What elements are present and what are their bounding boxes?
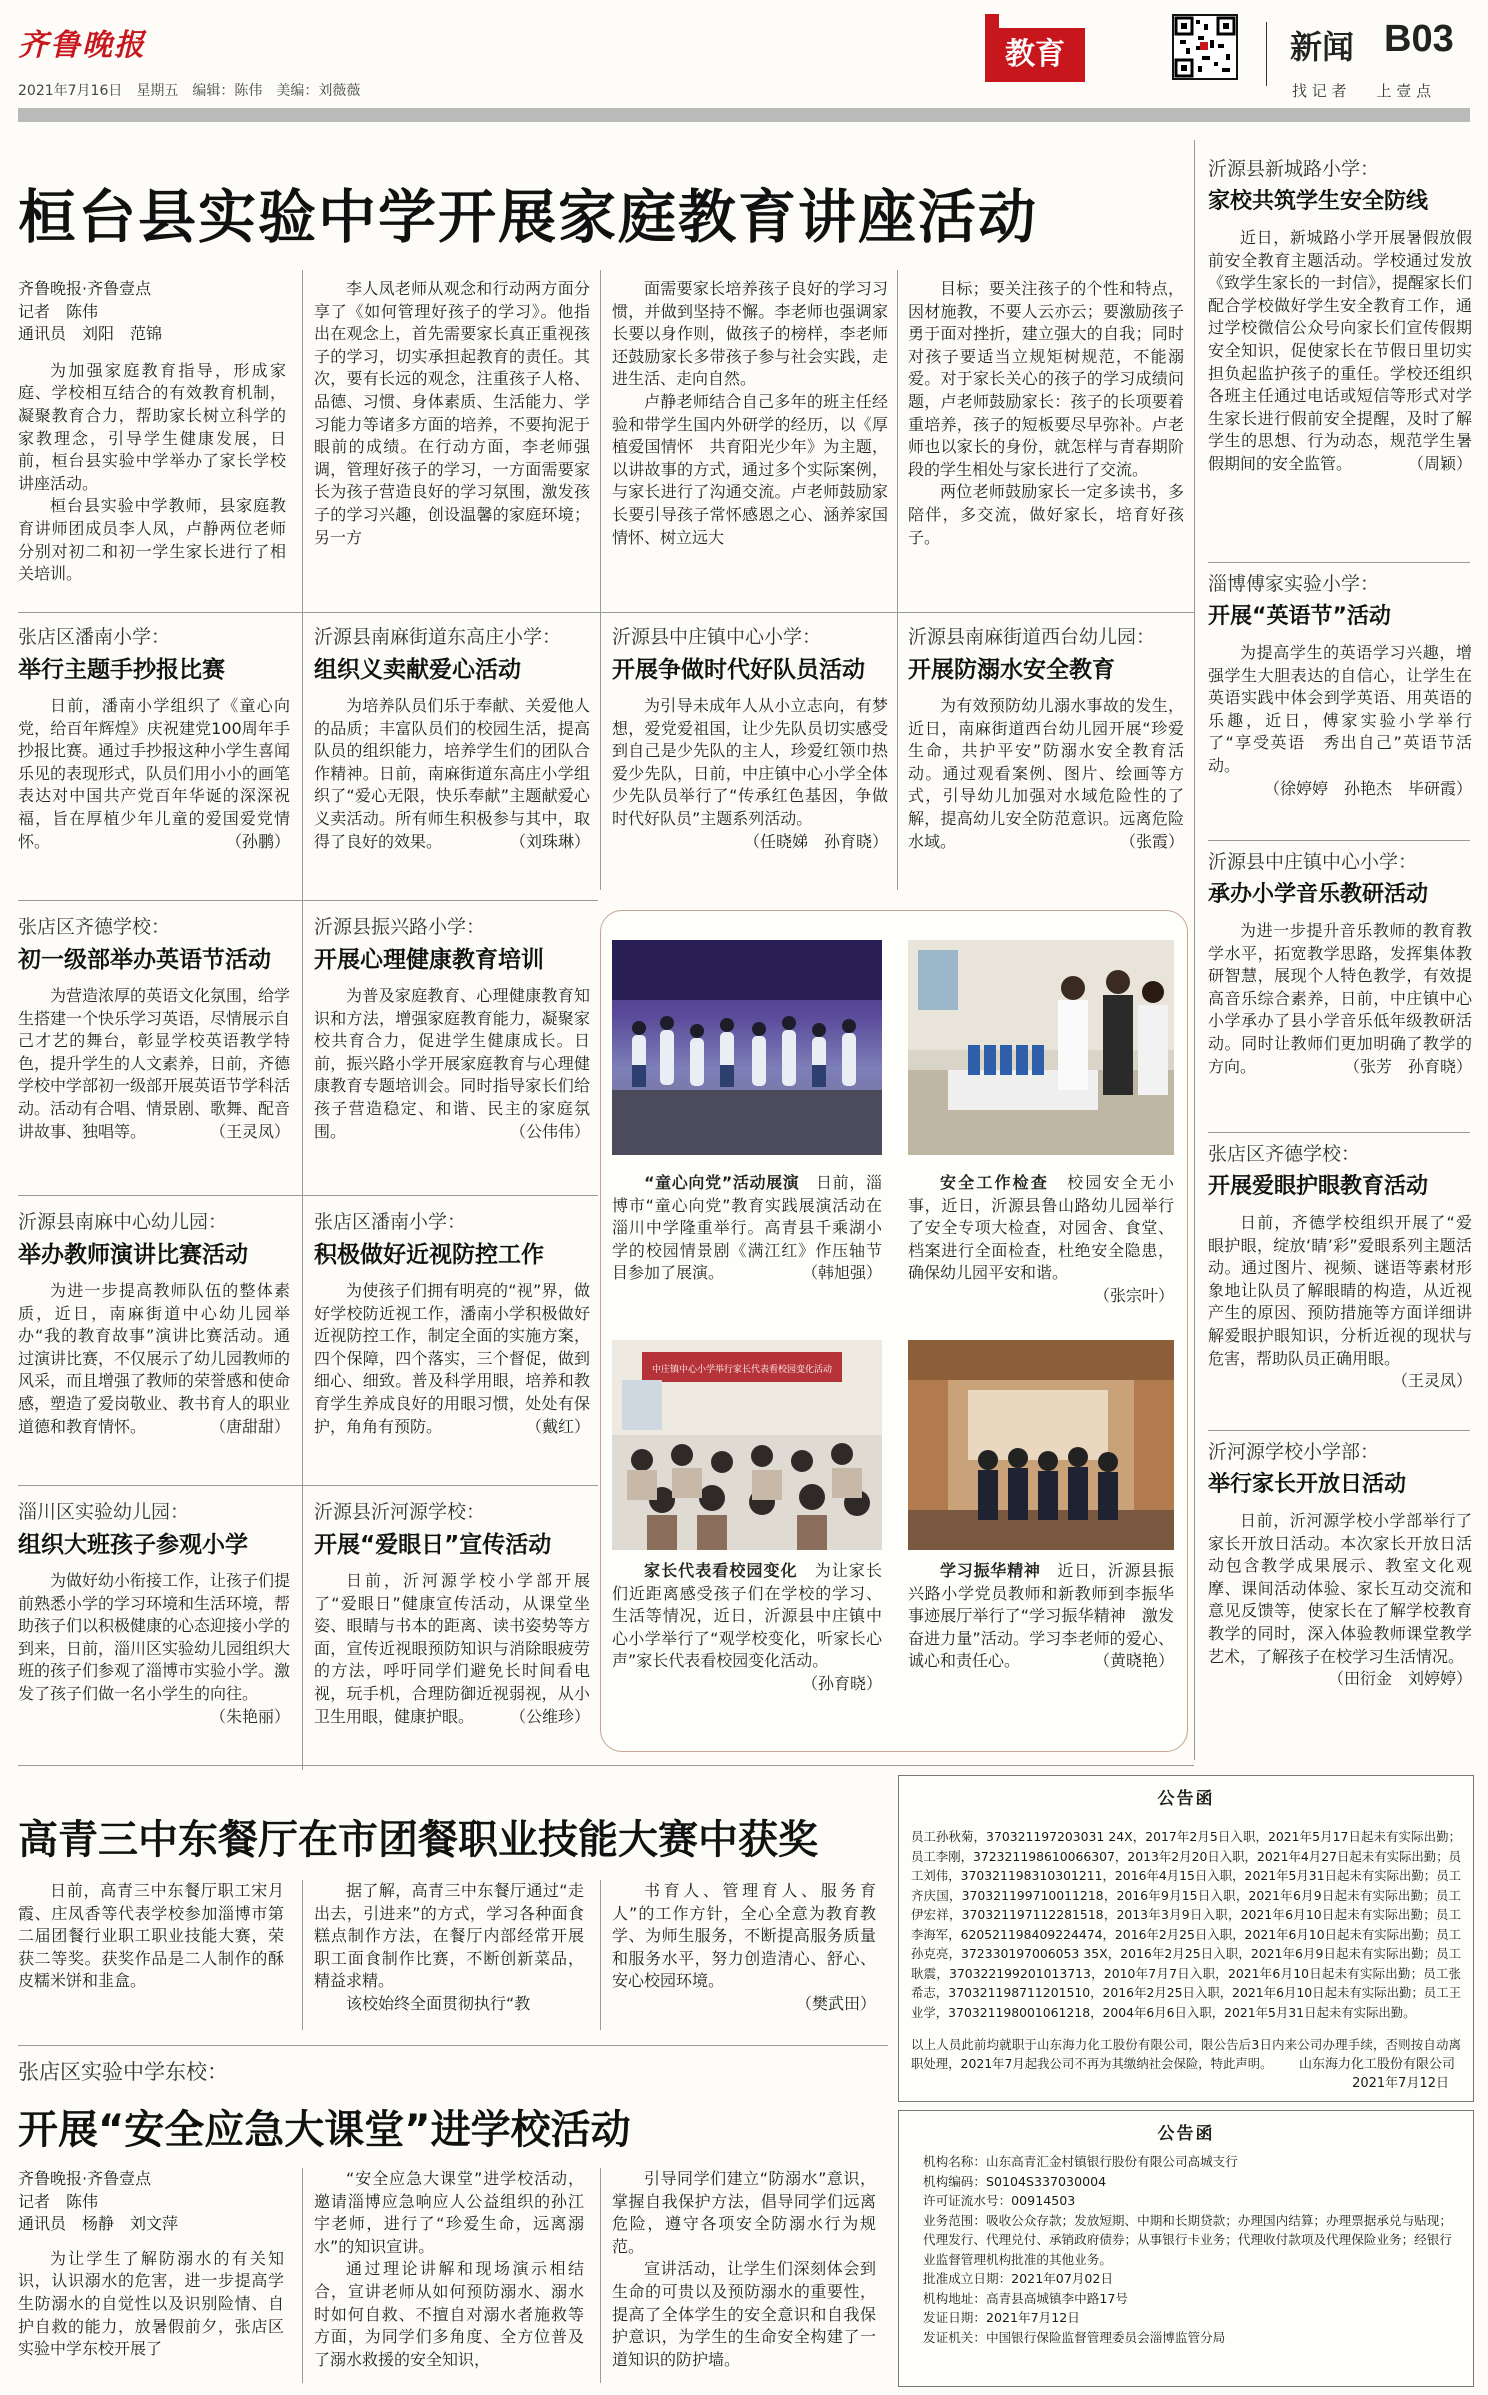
byline-reporter: 记者 陈伟 (18, 2191, 99, 2211)
notice-date: 2021年7月12日 (1352, 2076, 1449, 2091)
section-rule (18, 2045, 888, 2046)
photo-caption-stage: “童心向党”活动展演 日前，淄博市“童心向党”教育实践展演活动在淄川中学隆重举行。高青县千乘湖小学的校园情景剧《满江红》作压轴节目参加了展演。 （韩旭强） (612, 1173, 882, 1283)
story-zhongzhuang-pioneers (612, 625, 888, 877)
story-zhenxing-psychology (314, 915, 590, 1170)
photo-exhibition-hall (908, 1340, 1174, 1550)
story-text: 为做好幼小衔接工作，让孩子们提前熟悉小学的学习环境和生活环境，帮助孩子们以积极健康的心态迎接小学的到来，日前，淄川区实验幼儿园组织大班的孩子们参观了淄博市实验小学。激发了孩子们做一名小学生的向往。 （朱艳丽） (18, 1571, 291, 1726)
section-rule (1208, 840, 1470, 841)
safety-text-3 (612, 2168, 876, 2383)
notice-line: 发证日期：2021年7月12日 (923, 2310, 1080, 2325)
story-title: 承办小学音乐教研活动 (1208, 882, 1429, 907)
safety-text-2 (314, 2168, 584, 2383)
story-title: 开展“爱眼日”宣传活动 (314, 1532, 552, 1558)
notice-line: 机构地址：高青县高城镇李中路17号 (923, 2290, 1128, 2306)
story-location: 沂河源学校小学部： (1208, 1441, 1380, 1463)
photo-caption-parents: 家长代表看校园变化 为让家长们近距离感受孩子们在学校的学习、生活等情况，近日，沂源县中庄镇中心小学举行了“观学校变化，听家长心声”家长代表看校园变化活动。 （孙育晓） (612, 1561, 882, 1693)
story-text: 日前，齐德学校组织开展了“爱眼护眼，绽放‘睛’彩”爱眼系列主题活动。通过图片、视频、谜语等素材形象地让队员了解眼睛的构造，从近视产生的原因、预防措施等方面详细讲解爱眼护眼知识，分析近视的现状与危害，帮助队员正确用眼。 （王灵凤） (1208, 1213, 1472, 1391)
section-tag-corner (985, 14, 999, 28)
lead-text-4 (908, 278, 1184, 598)
notice-line: 业务范围：吸收公众存款；发放短期、中期和长期贷款；办理国内结算；办理票据承兑与贴现；代理发行、代理兑付、承销政府债券；从事银行卡业务；代理收付款项及代理保险业务；经银行业监督管理机构批准的其他业务。 (923, 2212, 1452, 2267)
story-location: 沂源县中庄镇中心小学： (612, 626, 822, 648)
paragraph: 卢静老师结合自己多年的班主任经验和带学生国内外研学的经历，以《厚植爱国情怀 共育阳光少年》为主题，以讲故事的方式，通过多个实际案例，与家长进行了沟通交流。卢老师鼓励家长要引导孩子常怀感恩之心、涵养家国情怀、树立远大 (612, 391, 888, 547)
story-qide-english (18, 915, 290, 1170)
story-location: 沂源县新城路小学： (1208, 158, 1380, 180)
section-tag: 教育 (985, 28, 1085, 82)
column-rule (600, 270, 601, 890)
notice-line: 发证机关：中国银行保险监督管理委员会淄博监管分局 (923, 2329, 1226, 2345)
byline-reporter: 记者 陈伟 (18, 301, 99, 321)
paragraph: 宣讲活动，让学生们深刻体会到生命的可贵以及预防溺水的重要性，提高了全体学生的安全意识和自我保护意识，为学生的生命安全构建了一道知识的防护墙。 (612, 2259, 876, 2369)
story-location: 张店区潘南小学： (18, 626, 171, 648)
story-location: 沂源县振兴路小学： (314, 916, 486, 938)
lead-col-1 (18, 278, 286, 590)
masthead-slogan: 找 记 者 上 壹 点 (1292, 82, 1432, 100)
paragraph: 面需要家长培养孩子良好的学习习惯，并做到坚持不懈。李老师也强调家长要以身作则，做孩子的榜样，李老师还鼓励家长多带孩子参与社会实践，走进生活、走向自然。 (612, 279, 888, 389)
paragraph: 为加强家庭教育指导，形成家庭、学校相互结合的有效教育机制，凝聚教育合力，帮助家长树立科学的家教理念，引导学生健康发展，日前，桓台县实验中学举办了家长学校讲座活动。 (18, 360, 286, 493)
page-label: 新闻 (1290, 28, 1355, 66)
section-rule (1208, 562, 1470, 563)
page-number: B03 (1384, 18, 1454, 60)
photo-caption-study: 学习振华精神 近日，沂源县振兴路小学党员教师和新教师到李振华事迹展厅举行了“学习振华精神 激发奋进力量”活动。学习李老师的爱心、诚心和责任心。 （黄晓艳） (908, 1561, 1174, 1671)
story-zichuan-visit (18, 1500, 290, 1755)
photo-caption-title: 安全工作检查 (940, 1173, 1049, 1192)
banner-photo-text: 中庄镇中心小学举行家长代表看校园变化活动 (651, 1365, 833, 1375)
story-text: 为引导未成年人从小立志向，有梦想，爱党爱祖国，让少先队员切实感受到自己是少先队的主人，珍爱红领巾热爱少先队，日前，中庄镇中心小学全体少先队员举行了“传承红色基因，争做时代好队员”主题系列活动。 （任晓娣 孙育晓） (612, 696, 888, 851)
story-title: 举行家长开放日活动 (1208, 1472, 1407, 1497)
lead-text-3 (612, 278, 888, 598)
notice-line: 机构编码：S0104S337030004 (923, 2173, 1107, 2189)
byline-correspondent: 通讯员 刘阳 范锦 (18, 324, 163, 344)
photo-caption-inspection: 安全工作检查 校园安全无小事，近日，沂源县鲁山路幼儿园举行了安全专项大检查，对园舍、食堂、档案进行全面检查，杜绝安全隐患，确保幼儿园平安和谐。 （张宗叶） (908, 1173, 1174, 1305)
gaoqing-headline: 高青三中东餐厅在市团餐职业技能大赛中获奖 (18, 1817, 818, 1863)
byline-correspondent: 通讯员 杨静 刘文萍 (18, 2214, 179, 2234)
column-rule (600, 2168, 601, 2383)
notice-body (899, 2144, 1473, 2347)
story-text: 为提高学生的英语学习兴趣，增强学生大胆表达的自信心，让学生在英语实践中体会到学英语、用英语的乐趣，近日，傅家实验小学举行了“享受英语 秀出自己”英语节活动。 （徐婷婷 孙艳杰 毕研霞） (1208, 643, 1472, 798)
safety-location: 张店区实验中学东校： (18, 2060, 228, 2084)
section-rule (18, 612, 1194, 613)
section-rule (18, 1195, 598, 1196)
paragraph: 日前，高青三中东餐厅职工宋月霞、庄凤香等代表学校参加淄博市第二届团餐行业职工职业技能大赛，荣获二等奖。获奖作品是二人制作的酥皮糯米饼和韭盒。 (18, 1881, 284, 1991)
story-text: 为营造浓厚的英语文化氛围，给学生搭建一个快乐学习英语，尽情展示自己才艺的舞台，彰显学校英语教学特色，提升学生的人文素养，日前，齐德学校中学部初一级部开展英语节学科活动。活动有合唱、情景剧、歌舞、配音讲故事、独唱等。 （王灵凤） (18, 986, 291, 1141)
story-text: 近日，新城路小学开展暑假放假前安全教育主题活动。学校通过发放《致学生家长的一封信》，提醒家长们配合学校做好学生安全教育工作，通过学校微信公众号向家长们宣传假期安全知识，促使家长在节假日里切实担负起监护孩子的重任。学校还组织各班主任通过电话或短信等形式对学生家长进行假前安全提醒，及时了解学生的思想、行为动态，规范学生暑假期间的安全监管。 （周颖） (1208, 228, 1473, 473)
column-rule (1194, 140, 1195, 1760)
notice-box-bank (898, 2110, 1474, 2387)
story-location: 沂源县沂河源学校： (314, 1501, 486, 1523)
paragraph: 引导同学们建立“防溺水”意识，掌握自我保护方法，倡导同学们远离危险，遵守各项安全防溺水行为规范。 (612, 2169, 876, 2256)
notice-title: 公告函 (1157, 1789, 1215, 1809)
safety-col-1 (18, 2168, 284, 2378)
paragraph: 为让学生了解防溺水的有关知识，认识溺水的危害，进一步提高学生防溺水的自觉性以及识别险情、自护自救的能力，放暑假前夕，张店区实验中学东校开展了 (18, 2248, 284, 2359)
story-location: 张店区潘南小学： (314, 1211, 467, 1233)
paragraph: 该校始终全面贯彻执行“教 (346, 1993, 531, 2013)
story-title: 开展防溺水安全教育 (908, 657, 1115, 683)
story-location: 张店区齐德学校： (18, 916, 171, 938)
section-rule (1208, 1430, 1470, 1431)
notice-signer: 山东海力化工股份有限公司 (1298, 2057, 1455, 2072)
right-story-music (1208, 850, 1472, 1126)
qr-code-icon (1172, 14, 1238, 80)
gaoqing-text-3: 书育人、管理育人、服务育人”的工作方针，全心全意为教育教学、为师生服务，不断提高服务质量和服务水平，努力创造清心、舒心、安心校园环境。 （樊武田） (612, 1880, 876, 2030)
story-panan-handcopy (18, 625, 290, 877)
column-rule (302, 1880, 303, 2030)
story-yiheyuan-eye-day (314, 1500, 590, 1755)
safety-headline: 开展“安全应急大课堂”进学校活动 (18, 2107, 631, 2153)
story-location: 沂源县南麻街道西台幼儿园： (908, 626, 1156, 648)
story-title: 开展争做时代好队员活动 (612, 657, 865, 683)
story-location: 淄川区实验幼儿园： (18, 1501, 190, 1523)
story-title: 组织大班孩子参观小学 (18, 1532, 248, 1558)
masthead-logo: 齐鲁晚报 (18, 28, 146, 63)
story-text: 为普及家庭教育、心理健康教育知识和方法，增强家庭教育能力，凝聚家校共育合力，促进学生健康成长。日前，振兴路小学开展家庭教育与心理健康教育专题培训会。同时指导家长们给孩子营造稳定、和谐、民主的家庭氛围。 （公伟伟） (314, 986, 590, 1141)
section-rule (18, 900, 598, 901)
story-xitai-drowning (908, 625, 1184, 877)
photo-caption-title: 家长代表看校园变化 (644, 1561, 798, 1580)
story-location: 张店区齐德学校： (1208, 1143, 1361, 1165)
story-title: 开展爱眼护眼教育活动 (1208, 1174, 1429, 1199)
notice-box-employees (898, 1775, 1474, 2102)
photo-stage-performance (612, 940, 882, 1155)
lead-text-2 (314, 278, 590, 598)
paragraph: “安全应急大课堂”进学校活动，邀请淄博应急响应人公益组织的孙江宇老师，进行了“珍爱生命，远离溺水”的知识宣讲。 (314, 2169, 584, 2256)
story-title: 积极做好近视防控工作 (314, 1242, 544, 1268)
notice-line: 机构名称：山东高青汇金村镇银行股份有限公司高城支行 (923, 2154, 1238, 2169)
column-rule (897, 270, 898, 890)
story-title: 举办教师演讲比赛活动 (18, 1242, 248, 1268)
paragraph: 目标；要关注孩子的个性和特点，因材施教，不要人云亦云；要激励孩子勇于面对挫折，建立强大的自我；同时对孩子要适当立规矩树规范，不能溺爱。对于家长关心的孩子的学习成绩问题，卢老师鼓励家长：孩子的长项要着重培养，孩子的短板要尽早弥补。卢老师也以家长的身份，就怎样与青春期阶段的学生相处与家长进行了交流。 (908, 279, 1184, 479)
story-title: 初一级部举办英语节活动 (18, 947, 271, 973)
paragraph: 通过理论讲解和现场演示相结合，宣讲老师从如何预防溺水、溺水时如何自救、不擅自对溺水者施救等方面，为同学们多角度、全方位普及了溺水救援的安全知识， (314, 2259, 584, 2369)
story-location: 沂源县南麻中心幼儿园： (18, 1211, 228, 1233)
paragraph: 桓台县实验中学教师，县家庭教育讲师团成员李人凤，卢静两位老师分别对初二和初一学生家长进行了相关培训。 (18, 496, 286, 584)
section-rule (1208, 1132, 1470, 1133)
column-rule (302, 2168, 303, 2383)
notice-body (899, 1809, 1473, 2072)
story-panan-myopia (314, 1210, 590, 1465)
masthead-date-line: 2021年7月16日 星期五 编辑：陈伟 美编：刘薇薇 (18, 83, 361, 99)
byline-source: 齐鲁晚报·齐鲁壹点 (18, 2169, 152, 2188)
right-story-openday (1208, 1440, 1472, 1726)
story-nanma-speech (18, 1210, 290, 1465)
story-text: 日前，沂河源学校小学部举行了家长开放日活动。本次家长开放日活动包含教学成果展示、教室文化观摩、课间活动体验、家长互动交流和意见反馈等，使家长在了解学校教育教学的同时，深入体验教师课堂教学艺术，了解孩子在校学习生活情况。 （田衍金 刘婷婷） (1208, 1511, 1472, 1689)
story-text: 为使孩子们拥有明亮的“视”界，做好学校防近视工作，潘南小学积极做好近视防控工作，制定全面的实施方案，四个保障，四个落实，三个督促，做到细心、细致。普及科学用眼，培养和教育学生养成良好的用眼习惯，处处有保护，角角有预防。 （戴红） (314, 1281, 590, 1436)
byline-source: 齐鲁晚报·齐鲁壹点 (18, 279, 152, 298)
gaoqing-sign: （樊武田） (795, 1993, 876, 2013)
gaoqing-text-2 (314, 1880, 584, 2030)
notice-line: 许可证流水号：00914503 (923, 2193, 1076, 2208)
lead-headline: 桓台县实验中学开展家庭教育讲座活动 (18, 183, 1039, 251)
lead-text-1 (18, 360, 286, 590)
paragraph: 以上人员此前均就职于山东海力化工股份有限公司，限公告后3日内来公司办理手续，否则按自动离职处理，2021年7月起我公司不再为其缴纳社会保险，特此声明。 (911, 2036, 1461, 2072)
story-location: 淄博傅家实验小学： (1208, 573, 1380, 595)
right-story-eyecare (1208, 1142, 1472, 1418)
photo-safety-inspection (908, 940, 1174, 1155)
photo-parents-classroom (612, 1340, 882, 1550)
notice-title: 公告函 (1157, 2124, 1215, 2144)
right-story-fujia (1208, 572, 1472, 824)
section-rule (18, 1765, 1194, 1766)
right-story-xincheng (1208, 157, 1472, 545)
story-title: 组织义卖献爱心活动 (314, 657, 521, 683)
story-title: 家校共筑学生安全防线 (1208, 189, 1429, 214)
story-text: 为进一步提高教师队伍的整体素质，近日，南麻街道中心幼儿园举办“我的教育故事”演讲比赛活动。通过演讲比赛，不仅展示了幼儿园教师的风采，而且增强了教师的荣誉感和使命感，塑造了爱岗敬业、教书育人的职业道德和教育情怀。 （唐甜甜） (18, 1281, 291, 1436)
gaoqing-text-1 (18, 1880, 284, 2030)
story-location: 沂源县中庄镇中心小学： (1208, 851, 1418, 873)
safety-text-1 (18, 2248, 284, 2378)
photo-caption-title: “童心向党”活动展演 (644, 1173, 800, 1192)
paragraph: 据了解，高青三中东餐厅通过“走出去，引进来”的方式，学习各种面食糕点制作方法，在餐厅内部经常开展职工面食制作比赛，不断创新菜品，精益求精。 (314, 1881, 584, 1991)
photo-caption-title: 学习振华精神 (940, 1561, 1041, 1580)
story-text: 为培养队员们乐于奉献、关爱他人的品质；丰富队员们的校园生活，提高队员的组织能力，培养学生们的团队合作精神。日前，南麻街道东高庄小学组织了“爱心无限，快乐奉献”主题献爱心义卖活动。所有师生积极参与其中，取得了良好的效果。 （刘珠琳） (314, 696, 590, 851)
story-text: 为进一步提升音乐教师的教育教学水平，拓宽教学思路，发挥集体教研智慧，展现个人特色教学，有效提高音乐综合素养，日前，中庄镇中心小学承办了县小学音乐低年级教研活动。同时让教师们更加明确了教学的方向。 （张芳 孙育晓） (1208, 921, 1472, 1076)
story-title: 开展心理健康教育培训 (314, 947, 544, 973)
story-text: 日前，沂河源学校小学部开展了“爱眼日”健康宣传活动，从课堂坐姿、眼睛与书本的距离、读书姿势等方面，宣传近视眼预防知识与消除眼疲劳的方法，呼吁同学们避免长时间看电视，玩手机，合理防御近视弱视，从小卫生用眼，健康护眼。 （公维珍） (314, 1571, 590, 1726)
paragraph: 李人凤老师从观念和行动两方面分享了《如何管理好孩子的学习》。他指出在观念上，首先需要家长真正重视孩子的学习，切实承担起教育的责任。其次，要有长远的观念，注重孩子人格、品德、习惯、身体素质、生活能力、学习能力等诸多方面的培养，不要拘泥于眼前的成绩。在行动方面，李老师强调，管理好孩子的学习，一方面需要家长为孩子营造良好的学习氛围，激发孩子的学习兴趣，创设温馨的家庭环境；另一方 (314, 279, 590, 547)
story-title: 开展“英语节”活动 (1208, 604, 1391, 629)
paragraph: 员工孙秋菊，370321197203031 24X，2017年2月5日入职，2021年5月17日起未有实际出勤；员工李刚，372321198610066307，2013年2月20日入职，2021年4月27日起未有实际出勤；员工刘伟，370321198310301211，2016年4月15日入职，2021年5月31日起未有实际出勤；员工齐庆国，370321199710011218，2016年9月15日入职，2021年6月9日起未有实际出勤；员工伊宏祥，370321197112281518，2013年3月9日入职，2021年6月10日起未有实际出勤；员工李海军，620521198409224474，2016年2月25日入职，2021年6月10日起未有实际出勤；员工孙克亮，372330197006053 35X，2016年2月25日入职，2021年6月9日起未有实际出勤；员工耿震，370322199201013713，2010年7月7日入职，2021年6月10日起未有实际出勤；员工张希志，370321198711201510，2016年2月25日入职，2021年6月10日起未有实际出勤；员工王业学，370321198001061218，2004年6月6日入职，2021年5月31日起未有实际出勤。 (911, 1829, 1461, 2020)
notice-line: 批准成立日期：2021年07月02日 (923, 2271, 1114, 2286)
masthead-rule (18, 108, 1470, 122)
story-donggaozhuang-charity (314, 625, 590, 877)
column-rule (600, 1880, 601, 2030)
paragraph: 两位老师鼓励家长一定多读书，多陪伴，多交流，做好家长，培育好孩子。 (908, 482, 1184, 547)
story-title: 举行主题手抄报比赛 (18, 657, 225, 683)
column-rule (302, 270, 303, 1770)
masthead-divider (1266, 22, 1267, 86)
story-location: 沂源县南麻街道东高庄小学： (314, 626, 562, 648)
story-text: 日前，潘南小学组织了《童心向党，给百年辉煌》庆祝建党100周年手抄报比赛。通过手抄报这种小学生喜闻乐见的表现形式，队员们用小小的画笔表达对中国共产党百年华诞的深深祝福，旨在厚植少年儿童的爱国爱党情怀。 （孙鹏） (18, 696, 291, 851)
story-text: 为有效预防幼儿溺水事故的发生，近日，南麻街道西台幼儿园开展“珍爱生命，共护平安”防溺水安全教育活动。通过观看案例、图片、绘画等方式，引导幼儿加强对水域危险性的了解，提高幼儿安全防范意识。远离危险水域。 （张霞） (908, 696, 1184, 851)
section-rule (18, 1485, 598, 1486)
